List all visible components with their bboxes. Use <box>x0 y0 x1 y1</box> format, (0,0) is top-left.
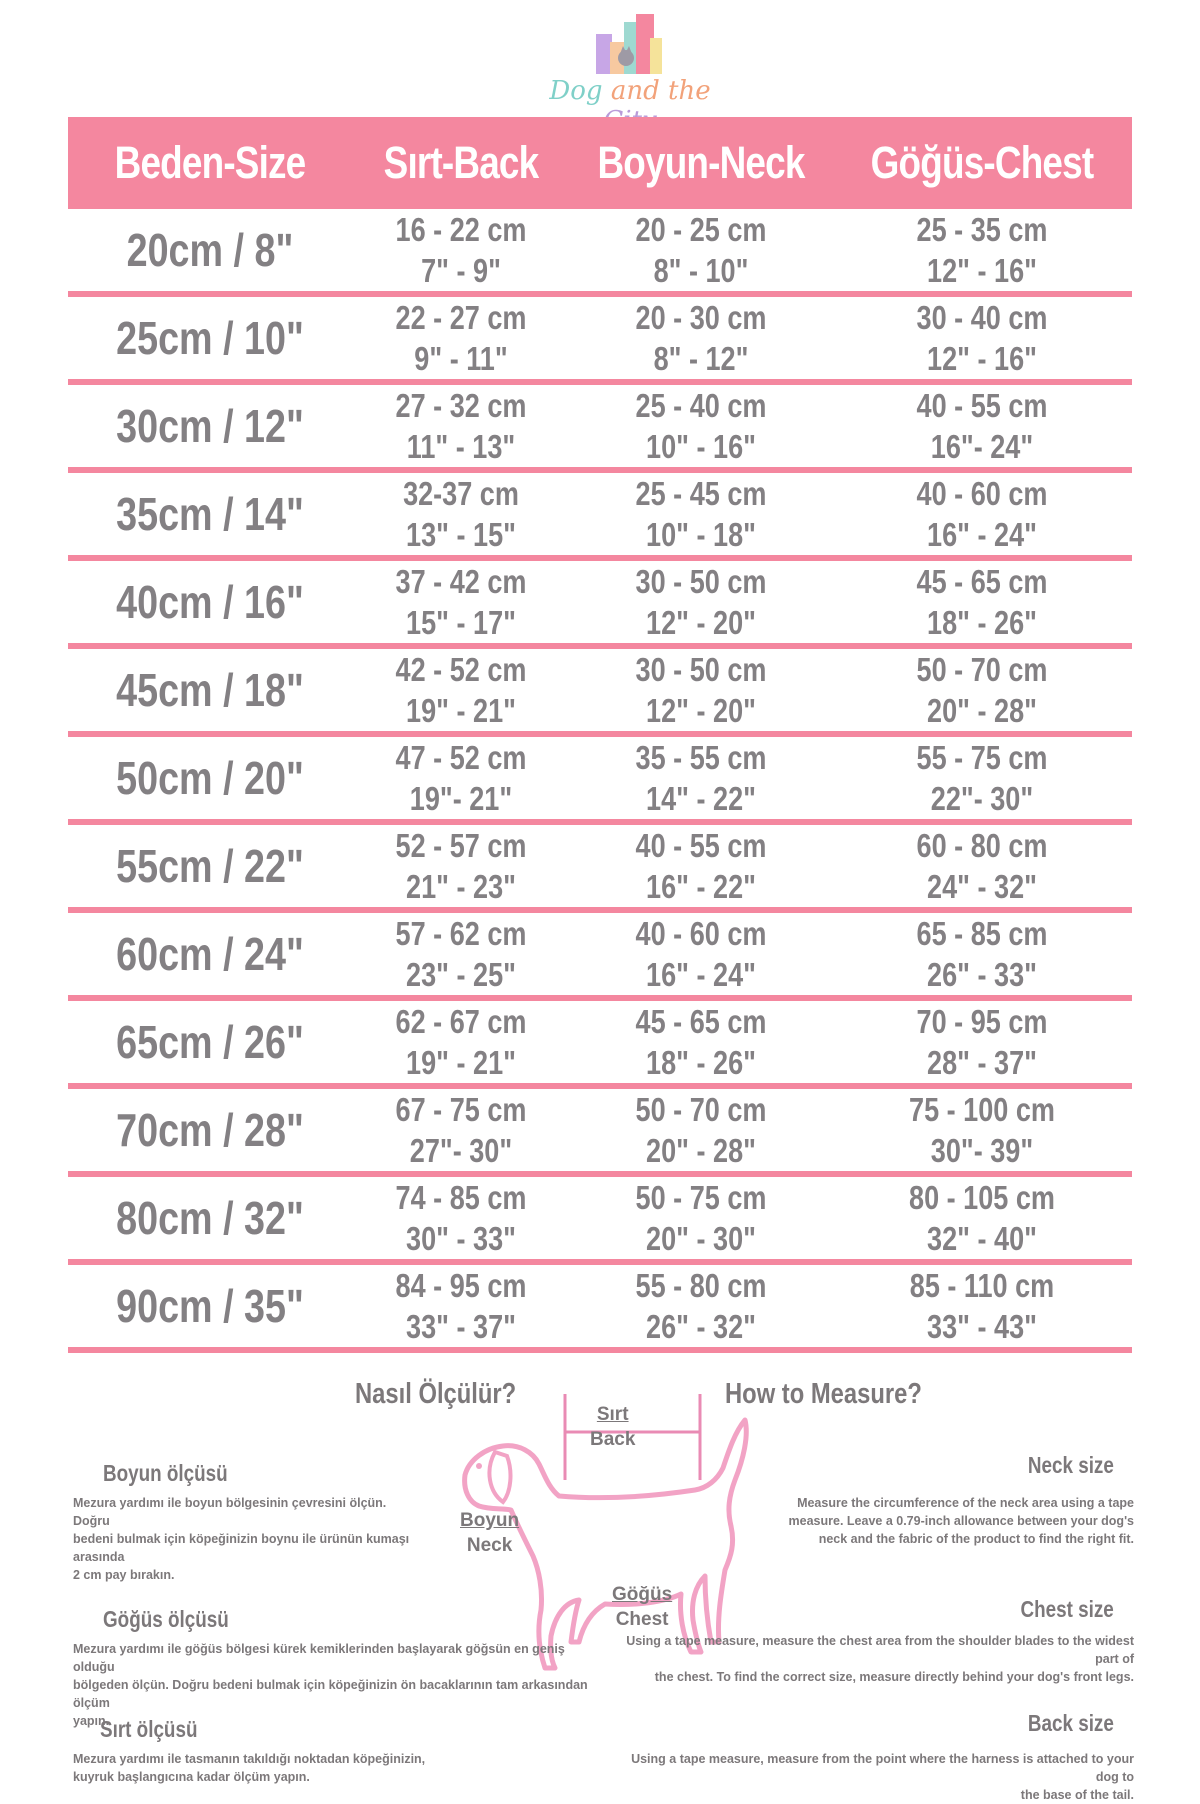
back-cell: 57 - 62 cm 23" - 25" <box>395 915 527 993</box>
neck-cell: 40 - 55 cm 16" - 22" <box>635 827 767 905</box>
neck-cell: 25 - 45 cm 10" - 18" <box>635 475 767 553</box>
neck-cell: 40 - 60 cm 16" - 24" <box>635 915 767 993</box>
chest-cell: 65 - 85 cm 26" - 33" <box>916 915 1048 993</box>
back-cell: 52 - 57 cm 21" - 23" <box>395 827 527 905</box>
back-cell: 32-37 cm 13" - 15" <box>403 475 519 553</box>
size-cell: 25cm / 10" <box>116 312 304 364</box>
neck-cell: 50 - 75 cm 20" - 30" <box>635 1179 767 1257</box>
header-chest: Göğüs-Chest <box>870 137 1094 188</box>
chest-tr-title: Göğüs ölçüsü <box>103 1606 229 1632</box>
neck-cell: 50 - 70 cm 20" - 28" <box>635 1091 767 1169</box>
neck-cell: 35 - 55 cm 14" - 22" <box>635 739 767 817</box>
neck-tr-text: Mezura yardımı ile boyun bölgesinin çevresini ölçün. Doğru bedeni bulmak için köpeğinizin boynu ile ürünün kumaşı arasında 2 cm pay bırakın. <box>73 1496 410 1582</box>
chest-en-text: Using a tape measure, measure the chest area from the shoulder blades to the widest part of the chest. To find the correct size, measure directly behind your dog's front legs. <box>626 1634 1134 1684</box>
table-row <box>68 1001 1132 1089</box>
back-cell: 16 - 22 cm 7" - 9" <box>395 211 527 289</box>
table-row <box>68 649 1132 737</box>
neck-tr-title: Boyun ölçüsü <box>103 1460 228 1486</box>
size-table <box>68 117 1132 1353</box>
size-cell: 45cm / 18" <box>116 664 304 716</box>
size-cell: 40cm / 16" <box>116 576 304 628</box>
size-cell: 35cm / 14" <box>116 488 304 540</box>
back-cell: 47 - 52 cm 19"- 21" <box>395 739 527 817</box>
table-row <box>68 1089 1132 1177</box>
table-row <box>68 209 1132 297</box>
label-neck: Boyun Neck <box>460 1510 520 1556</box>
neck-cell: 45 - 65 cm 18" - 26" <box>635 1003 767 1081</box>
chest-cell: 55 - 75 cm 22"- 30" <box>916 739 1048 817</box>
size-cell: 60cm / 24" <box>116 928 304 980</box>
table-row <box>68 473 1132 561</box>
label-chest: Göğüs Chest <box>612 1584 673 1630</box>
measure-title-en: How to Measure? <box>725 1378 922 1410</box>
city-skyline-icon <box>580 12 680 74</box>
chest-cell: 30 - 40 cm 12" - 16" <box>916 299 1048 377</box>
chest-cell: 40 - 55 cm 16"- 24" <box>916 387 1048 465</box>
back-cell: 67 - 75 cm 27"- 30" <box>395 1091 527 1169</box>
size-cell: 55cm / 22" <box>116 840 304 892</box>
table-row <box>68 297 1132 385</box>
table-row <box>68 1265 1132 1353</box>
back-tr-title: Sırt ölçüsü <box>100 1716 198 1742</box>
back-cell: 42 - 52 cm 19" - 21" <box>395 651 527 729</box>
neck-cell: 20 - 30 cm 8" - 12" <box>635 299 767 377</box>
table-row <box>68 385 1132 473</box>
chest-cell: 70 - 95 cm 28" - 37" <box>916 1003 1048 1081</box>
size-cell: 20cm / 8" <box>126 224 294 276</box>
label-back: Sırt Back <box>590 1404 636 1450</box>
neck-en-text: Measure the circumference of the neck area using a tape measure. Leave a 0.79-inch allowance between your dog's neck and the fabric of the product to find the right fit. <box>788 1496 1134 1546</box>
chest-cell: 85 - 110 cm 33" - 43" <box>909 1267 1055 1345</box>
size-cell: 70cm / 28" <box>116 1104 304 1156</box>
chest-cell: 60 - 80 cm 24" - 32" <box>916 827 1048 905</box>
chest-cell: 50 - 70 cm 20" - 28" <box>916 651 1048 729</box>
table-row <box>68 825 1132 913</box>
back-en-title: Back size <box>1028 1710 1114 1736</box>
table-row <box>68 1177 1132 1265</box>
header-size: Beden-Size <box>114 137 306 188</box>
chest-cell: 45 - 65 cm 18" - 26" <box>916 563 1048 641</box>
neck-cell: 30 - 50 cm 12" - 20" <box>635 651 767 729</box>
measure-title-tr: Nasıl Ölçülür? <box>355 1378 517 1410</box>
chest-en-title: Chest size <box>1020 1596 1114 1622</box>
size-cell: 30cm / 12" <box>116 400 304 452</box>
size-cell: 80cm / 32" <box>116 1192 304 1244</box>
neck-cell: 20 - 25 cm 8" - 10" <box>635 211 767 289</box>
size-cell: 50cm / 20" <box>116 752 304 804</box>
back-cell: 27 - 32 cm 11" - 13" <box>395 387 527 465</box>
table-header <box>68 117 1132 209</box>
neck-cell: 30 - 50 cm 12" - 20" <box>635 563 767 641</box>
back-cell: 62 - 67 cm 19" - 21" <box>395 1003 527 1081</box>
size-cell: 90cm / 35" <box>116 1280 304 1332</box>
chest-tr-text: Mezura yardımı ile göğüs bölgesi kürek kemiklerinden başlayarak göğsün en geniş olduğu bölgeden ölçün. Doğru bedeni bulmak için köpeğinizin ön bacaklarının tam arkasından ölçüm yapın. <box>73 1642 588 1728</box>
back-en-text: Using a tape measure, measure from the point where the harness is attached to your dog to the base of the tail. <box>631 1752 1134 1802</box>
neck-en-title: Neck size <box>1028 1452 1114 1478</box>
header-neck: Boyun-Neck <box>597 137 805 188</box>
back-tr-text: Mezura yardımı ile tasmanın takıldığı noktadan köpeğinizin, kuyruk başlangıcına kadar ölçüm yapın. <box>73 1752 426 1784</box>
back-cell: 37 - 42 cm 15" - 17" <box>395 563 527 641</box>
back-cell: 84 - 95 cm 33" - 37" <box>395 1267 527 1345</box>
brand-logo <box>530 12 730 112</box>
brand-name: Dog and the <box>549 76 711 106</box>
neck-cell: 25 - 40 cm 10" - 16" <box>635 387 767 465</box>
chest-cell: 40 - 60 cm 16" - 24" <box>916 475 1048 553</box>
back-cell: 74 - 85 cm 30" - 33" <box>395 1179 527 1257</box>
back-cell: 22 - 27 cm 9" - 11" <box>395 299 527 377</box>
size-cell: 65cm / 26" <box>116 1016 304 1068</box>
table-row <box>68 737 1132 825</box>
chest-cell: 25 - 35 cm 12" - 16" <box>916 211 1048 289</box>
chest-cell: 80 - 105 cm 32" - 40" <box>909 1179 1055 1257</box>
chest-cell: 75 - 100 cm 30"- 39" <box>909 1091 1055 1169</box>
table-row <box>68 561 1132 649</box>
header-back: Sırt-Back <box>383 137 539 188</box>
table-row <box>68 913 1132 1001</box>
neck-cell: 55 - 80 cm 26" - 32" <box>635 1267 767 1345</box>
